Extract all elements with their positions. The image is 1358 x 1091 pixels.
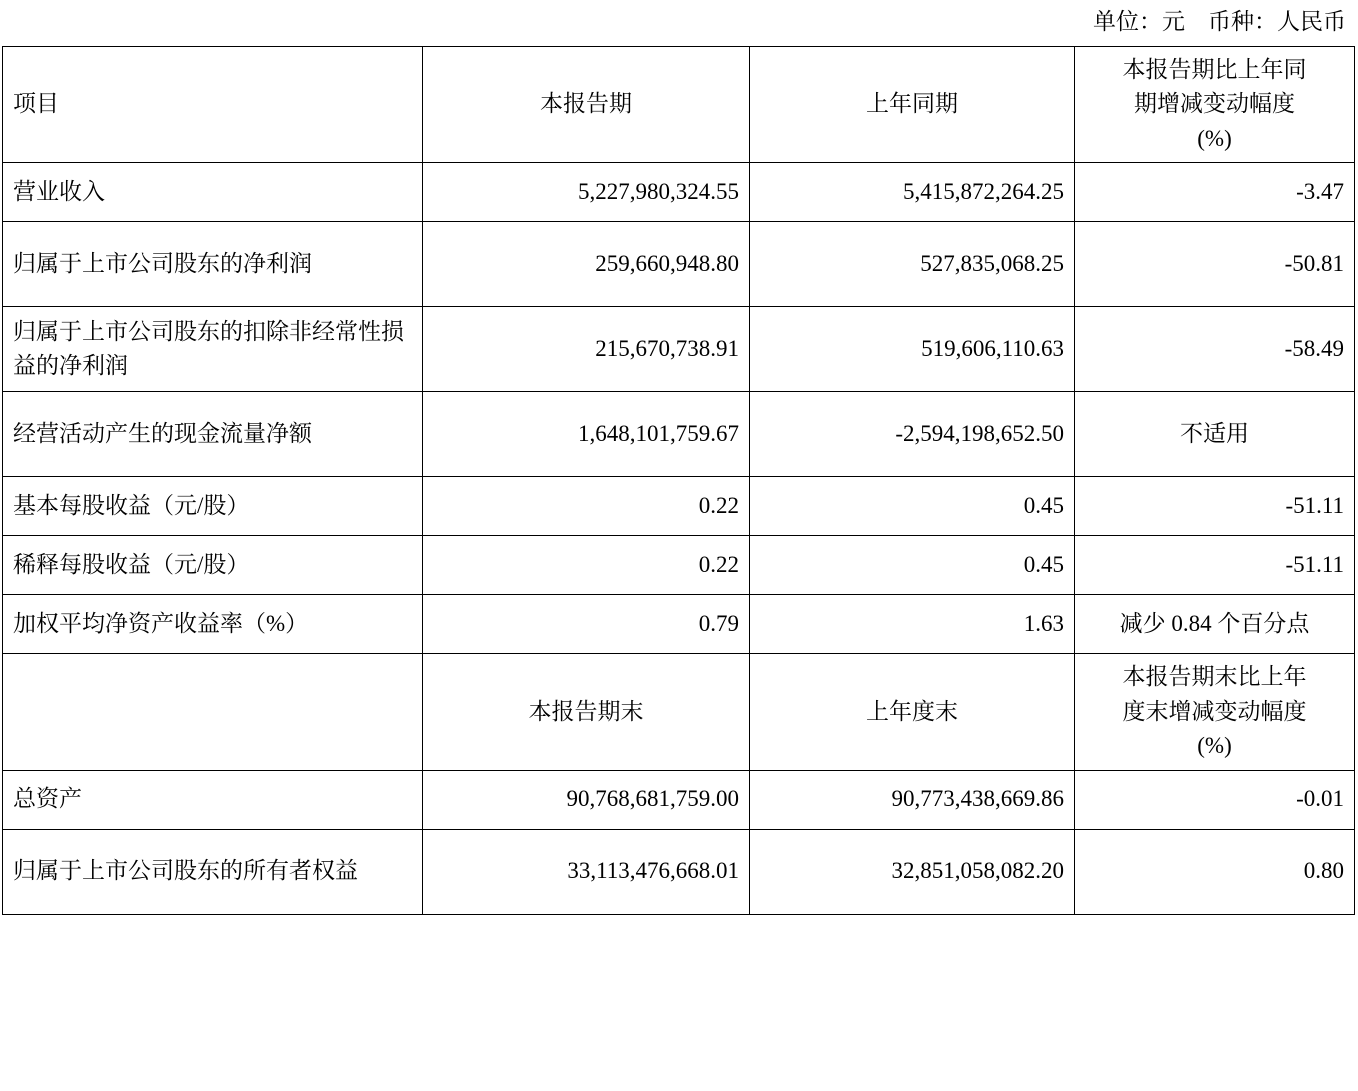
header-change-balance-line3: (%) [1197,733,1232,759]
row-previous-value: 90,773,438,669.86 [750,770,1075,829]
header-change-line2: 期增减变动幅度 [1134,91,1295,117]
row-change-value: -50.81 [1075,222,1355,307]
header-change-line1: 本报告期比上年同 [1122,56,1307,82]
unit-currency-note: 单位：元 币种：人民币 [1093,9,1346,34]
row-label: 归属于上市公司股东的扣除非经常性损益的净利润 [3,307,423,392]
header-previous-period: 上年同期 [750,46,1075,163]
row-change-value: 减少 0.84 个百分点 [1075,595,1355,654]
row-change-value: 不适用 [1075,392,1355,477]
table-row [3,163,1355,222]
header-previous-year-end: 上年度末 [750,654,1075,771]
row-current-value: 259,660,948.80 [423,222,750,307]
row-previous-value: 0.45 [750,536,1075,595]
row-current-value: 5,227,980,324.55 [423,163,750,222]
header-item-blank [3,654,423,771]
row-current-value: 0.22 [423,477,750,536]
table-row [3,307,1355,392]
header-change-pct-balance [1075,654,1355,771]
row-change-value: -3.47 [1075,163,1355,222]
table-row [3,477,1355,536]
row-previous-value: 0.45 [750,477,1075,536]
row-label: 归属于上市公司股东的净利润 [3,222,423,307]
row-current-value: 0.22 [423,536,750,595]
table-row [3,770,1355,829]
row-label: 基本每股收益（元/股） [3,477,423,536]
table-row [3,392,1355,477]
row-label: 总资产 [3,770,423,829]
table-row [3,829,1355,914]
header-current-period: 本报告期 [423,46,750,163]
row-label: 归属于上市公司股东的所有者权益 [3,829,423,914]
table-row [3,595,1355,654]
row-change-value: -51.11 [1075,536,1355,595]
table-header-row-period [3,46,1355,163]
row-label: 经营活动产生的现金流量净额 [3,392,423,477]
row-current-value: 33,113,476,668.01 [423,829,750,914]
row-label: 加权平均净资产收益率（%） [3,595,423,654]
row-current-value: 90,768,681,759.00 [423,770,750,829]
header-change-balance-line1: 本报告期末比上年 [1122,664,1307,690]
row-label: 稀释每股收益（元/股） [3,536,423,595]
header-current-period-end: 本报告期末 [423,654,750,771]
row-current-value: 215,670,738.91 [423,307,750,392]
header-item: 项目 [3,46,423,163]
row-previous-value: 32,851,058,082.20 [750,829,1075,914]
row-previous-value: 527,835,068.25 [750,222,1075,307]
row-previous-value: -2,594,198,652.50 [750,392,1075,477]
row-label: 营业收入 [3,163,423,222]
financial-summary-table [2,46,1355,915]
row-previous-value: 519,606,110.63 [750,307,1075,392]
header-change-balance-line2: 度末增减变动幅度 [1122,698,1307,724]
header-change-pct [1075,46,1355,163]
row-change-value: -58.49 [1075,307,1355,392]
header-change-line3: (%) [1197,125,1232,151]
table-row [3,222,1355,307]
row-current-value: 0.79 [423,595,750,654]
row-change-value: 0.80 [1075,829,1355,914]
table-row [3,536,1355,595]
row-previous-value: 1.63 [750,595,1075,654]
row-current-value: 1,648,101,759.67 [423,392,750,477]
table-header-row-balance [3,654,1355,771]
row-change-value: -51.11 [1075,477,1355,536]
row-change-value: -0.01 [1075,770,1355,829]
row-previous-value: 5,415,872,264.25 [750,163,1075,222]
